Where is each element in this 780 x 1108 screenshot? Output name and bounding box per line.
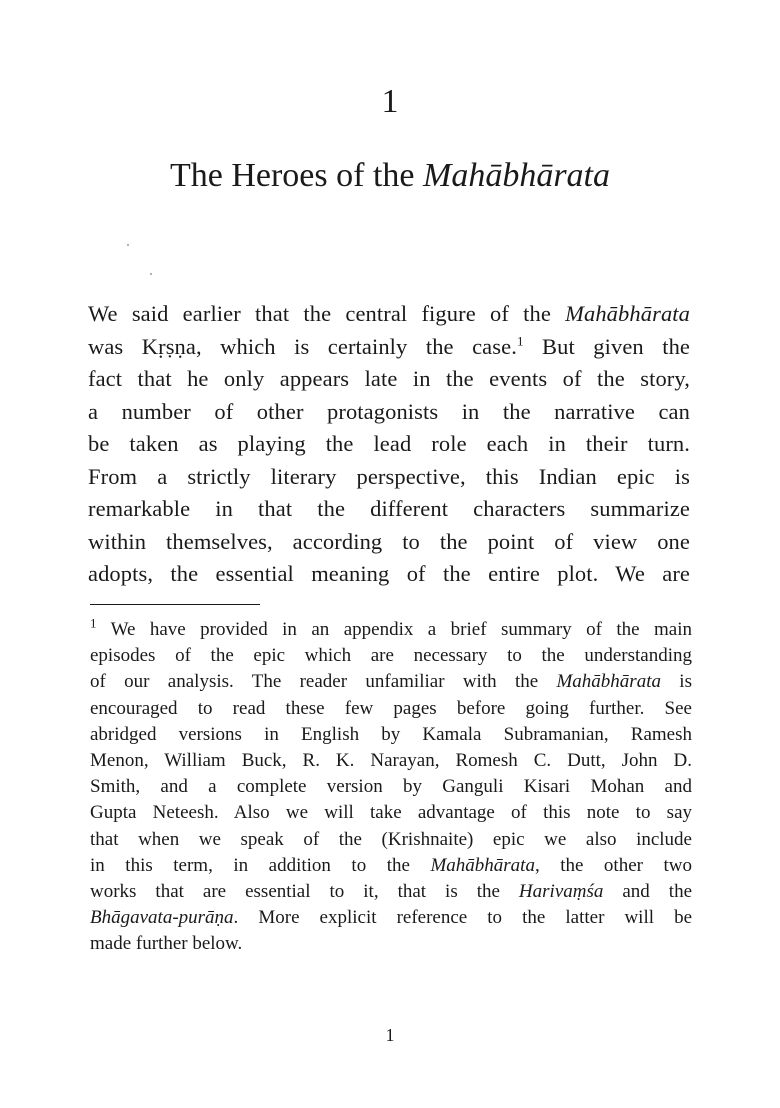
body-text-line xyxy=(88,363,690,395)
text-run: , the other two xyxy=(534,855,692,876)
chapter-title xyxy=(0,154,780,198)
italic-title: Mahābhārata xyxy=(430,855,535,876)
text-run: a number of other protagonists in the narrative can xyxy=(88,399,690,424)
footnote-line xyxy=(90,931,692,957)
italic-title: Mahābhārata xyxy=(556,671,661,692)
text-run: But given the xyxy=(523,334,691,359)
footnote-line xyxy=(90,853,692,879)
footnote-marker: 1 xyxy=(90,615,97,631)
text-run: We have provided in an appendix a brief summary of the main xyxy=(96,619,692,640)
footnote-rule xyxy=(90,604,260,605)
text-run: was Kṛṣṇa, which is certainly the case. xyxy=(88,334,517,359)
body-text-line xyxy=(88,461,690,493)
body-text-line xyxy=(88,493,690,525)
paper-speck xyxy=(127,244,129,246)
text-run: of our analysis. The reader unfamiliar with the xyxy=(90,671,557,692)
text-run: abridged versions in English by Kamala Subramanian, Ramesh xyxy=(90,724,692,745)
italic-title: Mahābhārata xyxy=(565,301,690,326)
footnote-line xyxy=(90,696,692,722)
footnote-line xyxy=(90,669,692,695)
body-text-line xyxy=(88,298,690,330)
text-run: works that are essential to it, that is the xyxy=(90,881,519,902)
text-run: made further below. xyxy=(90,933,243,954)
text-run: . More explicit reference to the latter will be xyxy=(233,907,692,928)
text-run: and the xyxy=(603,881,692,902)
footnote-line xyxy=(90,643,692,669)
text-run: be taken as playing the lead role each in their turn. xyxy=(88,431,690,456)
footnote-line xyxy=(90,617,692,643)
text-run: fact that he only appears late in the events of the story, xyxy=(88,366,690,391)
body-text-line xyxy=(88,331,690,363)
text-run: We said earlier that the central figure of the xyxy=(88,301,566,326)
footnote-line xyxy=(90,879,692,905)
footnote-line xyxy=(90,722,692,748)
italic-title: Bhāgavata-purāṇa xyxy=(90,907,234,928)
text-run: adopts, the essential meaning of the entire plot. We are xyxy=(88,561,690,586)
chapter-title-italic: Mahābhārata xyxy=(423,157,610,194)
footnote-reference: 1 xyxy=(516,333,524,349)
text-run: Menon, William Buck, R. K. Narayan, Romesh C. Dutt, John D. xyxy=(90,750,692,771)
body-text-line xyxy=(88,428,690,460)
chapter-number: 1 xyxy=(381,83,399,120)
text-run: that when we speak of the (Krishnaite) epic we also include xyxy=(90,829,692,850)
footnote-line xyxy=(90,800,692,826)
body-text-line xyxy=(88,396,690,428)
text-run: encouraged to read these few pages before going further. See xyxy=(90,698,692,719)
text-run: Gupta Neteesh. Also we will take advantage of this note to say xyxy=(90,802,692,823)
paper-speck xyxy=(150,273,152,275)
chapter-title-text: The Heroes of the xyxy=(169,157,423,194)
body-text-line xyxy=(88,526,690,558)
italic-title: Harivaṃśa xyxy=(518,881,604,902)
text-run: remarkable in that the different characters summarize xyxy=(88,496,690,521)
text-run: episodes of the epic which are necessary to the understanding xyxy=(90,645,692,666)
text-run: within themselves, according to the point of view one xyxy=(88,529,690,554)
footnote-line xyxy=(90,748,692,774)
page-number: 1 xyxy=(385,1025,395,1045)
text-run: in this term, in addition to the xyxy=(90,855,431,876)
text-run: Smith, and a complete version by Ganguli Kisari Mohan and xyxy=(90,776,692,797)
footnote-line xyxy=(90,774,692,800)
body-text-line xyxy=(88,558,690,590)
text-run: is xyxy=(660,671,692,692)
text-run: From a strictly literary perspective, this Indian epic is xyxy=(88,464,690,489)
footnote-line xyxy=(90,905,692,931)
footnote-line xyxy=(90,827,692,853)
